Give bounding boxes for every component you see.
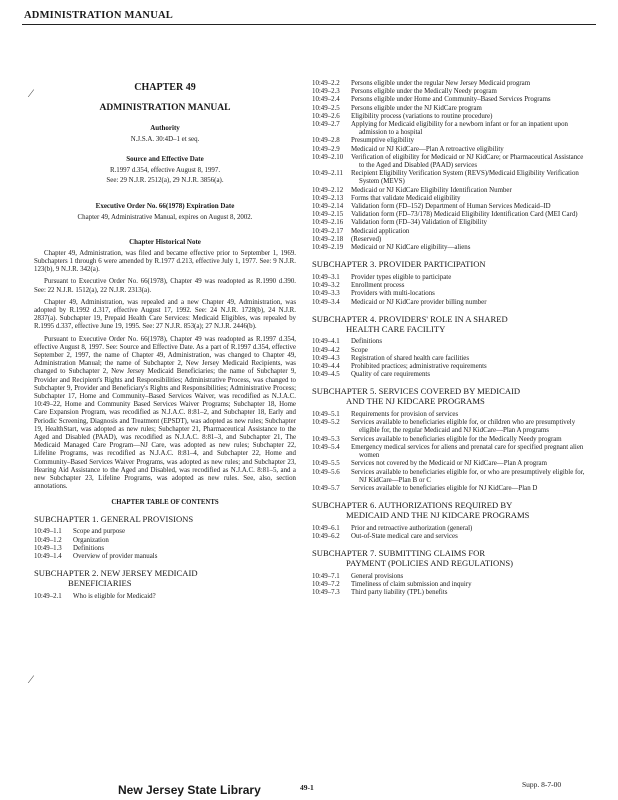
section-title: Prohibited practices; administrative requirements bbox=[351, 363, 487, 371]
section-title: Emergency medical services for aliens and prenatal care for specified pregnant alien women bbox=[351, 443, 584, 460]
section-number: 10:49–1.2 bbox=[34, 536, 62, 544]
toc-entry bbox=[312, 460, 590, 468]
section-number: 10:49–5.1 bbox=[312, 411, 340, 419]
section-title: Services available to beneficiaries eligible for, or who are presumptively eligible for, NJ KidCare—Plan B or C bbox=[351, 468, 585, 484]
section-title: Services not covered by the Medicaid or NJ KidCare—Plan A program bbox=[351, 460, 547, 468]
subchapter-1-heading: SUBCHAPTER 1. GENERAL PROVISIONS bbox=[34, 513, 194, 524]
toc-entry bbox=[312, 485, 590, 493]
toc-entry bbox=[312, 121, 590, 137]
section-title: Medicaid or NJ KidCare provider billing number bbox=[351, 298, 487, 306]
toc-entry bbox=[312, 581, 590, 589]
section-title: Services available to beneficiaries eligible for the Medically Needy program bbox=[351, 435, 562, 443]
subchapter-6-heading bbox=[312, 501, 590, 521]
toc-entry bbox=[312, 347, 590, 355]
section-number: 10:49–2.16 bbox=[312, 219, 344, 227]
subchapter-4-line-1: SUBCHAPTER 4. PROVIDERS' ROLE IN A SHARED bbox=[312, 313, 508, 324]
toc-entry bbox=[312, 80, 590, 88]
section-number: 10:49–5.3 bbox=[312, 435, 340, 443]
toc-entry bbox=[312, 137, 590, 145]
toc-entry bbox=[312, 355, 590, 363]
section-number: 10:49–5.4 bbox=[312, 443, 340, 451]
subchapter-4-line-2: HEALTH CARE FACILITY bbox=[346, 323, 446, 334]
toc-entry bbox=[34, 545, 296, 553]
section-title: Requirements for provision of services bbox=[351, 411, 459, 419]
section-title: Eligibility process (variations to routine procedure) bbox=[351, 112, 493, 120]
toc-entry bbox=[312, 290, 590, 298]
section-number: 10:49–1.1 bbox=[34, 528, 62, 536]
section-number: 10:49–2.5 bbox=[312, 104, 340, 112]
subchapter-7-line-1: SUBCHAPTER 7. SUBMITTING CLAIMS FOR bbox=[312, 548, 486, 559]
section-title: Definitions bbox=[351, 338, 383, 346]
section-number: 10:49–2.1 bbox=[34, 592, 62, 600]
section-title: (Reserved) bbox=[351, 235, 382, 243]
eo-text: Chapter 49, Administrative Manual, expires on August 8, 2002. bbox=[77, 213, 253, 221]
section-number: 10:49–4.2 bbox=[312, 346, 340, 354]
section-number: 10:49–4.1 bbox=[312, 338, 340, 346]
section-number: 10:49–7.1 bbox=[312, 572, 340, 580]
subchapter-3-list bbox=[312, 274, 590, 307]
section-title: Who is eligible for Medicaid? bbox=[73, 592, 156, 600]
source-heading: Source and Effective Date bbox=[126, 155, 204, 164]
toc-entry bbox=[312, 436, 590, 444]
section-number: 10:49–5.7 bbox=[312, 484, 340, 492]
subchapter-5-line-1: SUBCHAPTER 5. SERVICES COVERED BY MEDICAID bbox=[312, 386, 521, 397]
section-number: 10:49–2.18 bbox=[312, 235, 344, 243]
section-title: Validation form (FD–152) Department of Human Services Medicaid–ID bbox=[351, 203, 551, 211]
toc-entry bbox=[312, 411, 590, 419]
section-title: Quality of care requirements bbox=[351, 371, 431, 379]
section-number: 10:49–2.13 bbox=[312, 194, 344, 202]
toc-entry bbox=[312, 203, 590, 211]
section-number: 10:49–2.11 bbox=[312, 170, 343, 178]
section-number: 10:49–2.7 bbox=[312, 121, 340, 129]
section-title: Registration of shared health care facilities bbox=[351, 354, 470, 362]
right-column bbox=[312, 80, 590, 597]
toc-entry bbox=[312, 419, 590, 435]
section-title: Definitions bbox=[73, 544, 105, 552]
page-number: 49-1 bbox=[300, 783, 314, 792]
section-title: General provisions bbox=[351, 572, 404, 580]
toc-entry bbox=[312, 469, 590, 485]
section-title: Organization bbox=[73, 536, 109, 544]
toc-entry bbox=[312, 244, 590, 252]
section-title: Recipient Eligibility Verification System (REVS)/Medicaid Eligibility Verification System (MEVS) bbox=[351, 170, 579, 186]
section-number: 10:49–2.17 bbox=[312, 227, 344, 235]
section-number: 10:49–5.5 bbox=[312, 460, 340, 468]
toc-entry bbox=[312, 187, 590, 195]
subchapter-6-line-2: MEDICAID AND THE NJ KIDCARE PROGRAMS bbox=[346, 509, 530, 520]
section-number: 10:49–2.9 bbox=[312, 145, 340, 153]
section-number: 10:49–4.4 bbox=[312, 363, 340, 371]
toc-entry bbox=[312, 363, 590, 371]
toc-entry bbox=[312, 533, 590, 541]
section-number: 10:49–1.3 bbox=[34, 544, 62, 552]
subchapter-5-heading bbox=[312, 387, 590, 407]
section-title: Medicaid application bbox=[351, 227, 410, 235]
section-number: 10:49–2.14 bbox=[312, 203, 344, 211]
toc-entry bbox=[312, 211, 590, 219]
toc-entry bbox=[34, 553, 296, 561]
section-title: Services available to beneficiaries eligible for, or children who are presumptively eligible for, the regular Medicaid and NJ KidCare—Plan A programs bbox=[351, 419, 576, 435]
toc-heading: CHAPTER TABLE OF CONTENTS bbox=[111, 498, 219, 506]
subchapter-5-list bbox=[312, 411, 590, 493]
authority-text: N.J.S.A. 30:4D–1 et seq. bbox=[130, 136, 200, 143]
margin-mark-bottom: ⁄ bbox=[30, 672, 33, 686]
subchapter-3-heading: SUBCHAPTER 3. PROVIDER PARTICIPATION bbox=[312, 259, 486, 270]
eo-heading: Executive Order No. 66(1978) Expiration Date bbox=[95, 201, 235, 210]
source-line-2: See: 29 N.J.R. 2512(a), 29 N.J.R. 3856(a). bbox=[106, 177, 224, 185]
section-number: 10:49–5.6 bbox=[312, 468, 340, 476]
section-number: 10:49–2.19 bbox=[312, 244, 344, 252]
toc-entry bbox=[312, 236, 590, 244]
section-number: 10:49–5.2 bbox=[312, 419, 340, 427]
section-number: 10:49–3.1 bbox=[312, 274, 340, 282]
toc-entry bbox=[312, 105, 590, 113]
section-title: Medicaid or NJ KidCare—Plan A retroactive eligibility bbox=[351, 145, 504, 153]
subchapter-2-line-1: SUBCHAPTER 2. NEW JERSEY MEDICAID bbox=[34, 568, 198, 579]
section-number: 10:49–2.6 bbox=[312, 112, 340, 120]
section-number: 10:49–2.3 bbox=[312, 88, 340, 96]
section-number: 10:49–6.2 bbox=[312, 532, 340, 540]
subchapter-2-list bbox=[312, 80, 590, 252]
toc-entry bbox=[312, 282, 590, 290]
section-title: Scope bbox=[351, 346, 368, 354]
header-rule bbox=[22, 24, 596, 25]
library-stamp: New Jersey State Library bbox=[118, 783, 261, 797]
toc-entry bbox=[34, 528, 296, 536]
section-title: Forms that validate Medicaid eligibility bbox=[351, 194, 461, 202]
toc-entry bbox=[312, 338, 590, 346]
section-number: 10:49–2.12 bbox=[312, 186, 344, 194]
toc-entry bbox=[312, 219, 590, 227]
subchapter-2-line-2: BENEFICIARIES bbox=[68, 577, 132, 588]
toc-entry bbox=[312, 371, 590, 379]
toc-entry bbox=[312, 88, 590, 96]
toc-entry bbox=[312, 299, 590, 307]
history-paragraph: Pursuant to Executive Order No. 66(1978), Chapter 49 was readopted as R.1997 d.354, effective August 8, 1997. See: Source and Effective Date. As a part of R.1997 d.354, effective September 2, 1997, the name of Chapter 49, Administration, was changed to Chapter 49, Administration Manual; the name of Subchapter 2, New Jersey Medicaid Recipients, was changed to Subchapter 2, New Jersey Medicaid Beneficiaries; the name of Subchapter 9, Provider and Recipient's Rights and Responsibilities; Administrative Process, was changed to Subchapter 9, Provider and Beneficiary's Rights and Responsibilities; Administrative Process; Subchapter 17, Home and Community–Based Services Waiver, was recodified as N.J.A.C. 10:49–22, Home and Community Based Services Waiver Programs; Subchapter 18, Home Care Expansion Program, was recodified as N.J.A.C. 8:81–2, and Subchapter 18, Early and Periodic Screening, Diagnosis and Treatment (EPSDT), was adopted as new rules; Subchapter 19, HealthStart, was adopted as new rules; Subchapter 21, Pharmaceutical Assistance to the Aged and Disabled (PAAD), was recodified as N.J.A.C. 8:81–3, and Subchapter 21, The Medicaid Managed Care Program—NJ Care, was adopted as new rules; Subchapter 22, Lifeline Programs, was recodified as N.J.A.C. 8:81–4, and Subchapter 22, Home and Community–Based Services Waiver Programs, was adopted as new rules; and Subchapter 23, Hearing Aid Assistance to the Aged and Disabled, was recodified as N.J.A.C. 8:81–5, and a new Subchapter 23, Lifeline Programs, was adopted as new rules. See, also, section annotations. bbox=[34, 335, 296, 491]
subchapter-6-list bbox=[312, 525, 590, 541]
section-title: Persons eligible under the regular New Jersey Medicaid program bbox=[351, 80, 531, 87]
history-paragraph: Chapter 49, Administration, was filed and became effective prior to September 1, 1969. Subchapters 1 through 6 were amended by R.1977 d.213, effective July 1, 1977. See: 9 N.J.R. 123(b), 9 N.J.R. 342(a). bbox=[34, 249, 296, 274]
toc-entry bbox=[312, 195, 590, 203]
toc-entry bbox=[312, 573, 590, 581]
section-number: 10:49–2.8 bbox=[312, 137, 340, 145]
running-header: ADMINISTRATION MANUAL bbox=[24, 10, 173, 21]
section-title: Persons eligible under the NJ KidCare program bbox=[351, 104, 482, 112]
section-number: 10:49–2.2 bbox=[312, 80, 340, 87]
section-number: 10:49–3.2 bbox=[312, 282, 340, 290]
section-title: Providers with multi-locations bbox=[351, 290, 435, 298]
toc-entry bbox=[312, 525, 590, 533]
section-title: Timeliness of claim submission and inquiry bbox=[351, 580, 472, 588]
section-title: Validation form (FD–34) Validation of Eligibility bbox=[351, 219, 487, 227]
authority-heading: Authority bbox=[150, 124, 180, 132]
subchapter-7-heading bbox=[312, 549, 590, 569]
history-paragraph: Pursuant to Executive Order No. 66(1978), Chapter 49 was readopted as R.1990 d.390. See: 22 N.J.R. 1512(a), 22 N.J.R. 2313(a). bbox=[34, 278, 296, 294]
toc-entry bbox=[312, 113, 590, 121]
section-number: 10:49–2.10 bbox=[312, 153, 344, 161]
toc-entry bbox=[312, 146, 590, 154]
section-number: 10:49–3.3 bbox=[312, 290, 340, 298]
subchapter-7-list bbox=[312, 573, 590, 598]
subchapter-4-list bbox=[312, 338, 590, 379]
section-number: 10:49–4.3 bbox=[312, 354, 340, 362]
toc-entry bbox=[34, 537, 296, 545]
section-number: 10:49–7.2 bbox=[312, 580, 340, 588]
toc-entry bbox=[312, 274, 590, 282]
subchapter-4-heading bbox=[312, 315, 590, 335]
subchapter-7-line-2: PAYMENT (POLICIES AND REGULATIONS) bbox=[346, 557, 514, 568]
section-number: 10:49–4.5 bbox=[312, 371, 340, 379]
margin-mark-top: ⁄ bbox=[30, 86, 33, 100]
subchapter-1-list bbox=[34, 528, 296, 561]
section-title: Applying for Medicaid eligibility for a newborn infant or for an inpatient upon admission to a hospital bbox=[351, 121, 569, 137]
section-title: Persons eligible under the Medically Needy program bbox=[351, 88, 497, 96]
history-paragraph: Chapter 49, Administration, was repealed and a new Chapter 49, Administration, was adopted by R.1992 d.317, effective August 17, 1992. See: 24 N.J.R. 1728(b), 24 N.J.R. 2837(a). Subchapter 19, Prepaid Health Care Services: Medicaid Eligibles, was repealed by R.1995 d.337, effective June 19, 1995. See: 27 N.J.R. 853(a); 27 N.J.R. 2446(b). bbox=[34, 298, 296, 331]
subchapter-5-line-2: AND THE NJ KIDCARE PROGRAMS bbox=[346, 396, 485, 407]
toc-entry bbox=[34, 593, 296, 601]
section-title: Provider types eligible to participate bbox=[351, 274, 452, 282]
section-title: Enrollment process bbox=[351, 282, 405, 290]
section-number: 10:49–3.4 bbox=[312, 298, 340, 306]
section-title: Persons eligible under Home and Community–Based Services Programs bbox=[351, 96, 551, 104]
toc-entry bbox=[312, 96, 590, 104]
chapter-title: ADMINISTRATION MANUAL bbox=[99, 103, 231, 113]
section-title: Out-of-State medical care and services bbox=[351, 532, 458, 540]
supplement-date: Supp. 8-7-00 bbox=[522, 780, 562, 789]
history-heading: Chapter Historical Note bbox=[129, 237, 201, 246]
section-title: Verification of eligibility for Medicaid or NJ KidCare; or Pharmaceutical Assistance to the Aged and Disabled (PAAD) services bbox=[351, 153, 584, 170]
section-title: Presumptive eligibility bbox=[351, 137, 414, 145]
toc-entry bbox=[312, 228, 590, 236]
toc-entry bbox=[312, 589, 590, 597]
section-number: 10:49–7.3 bbox=[312, 589, 340, 597]
toc-entry bbox=[312, 170, 590, 186]
section-number: 10:49–2.15 bbox=[312, 211, 344, 219]
section-title: Medicaid or NJ KidCare Eligibility Identification Number bbox=[351, 186, 512, 194]
left-column bbox=[34, 82, 296, 601]
toc-entry bbox=[312, 444, 590, 460]
subchapter-2-heading bbox=[34, 569, 296, 589]
section-title: Services available to beneficiaries eligible for NJ KidCare—Plan D bbox=[351, 484, 538, 492]
section-title: Overview of provider manuals bbox=[73, 552, 158, 560]
chapter-number: CHAPTER 49 bbox=[134, 82, 196, 93]
section-number: 10:49–6.1 bbox=[312, 524, 340, 532]
section-number: 10:49–1.4 bbox=[34, 552, 62, 560]
section-title: Validation form (FD–73/178) Medicaid Eligibility Identification Card (MEI Card) bbox=[351, 211, 578, 219]
section-title: Medicaid or NJ KidCare eligibility—aliens bbox=[351, 244, 471, 252]
section-title: Scope and purpose bbox=[73, 528, 126, 536]
section-title: Third party liability (TPL) benefits bbox=[351, 589, 448, 597]
subchapter-6-line-1: SUBCHAPTER 6. AUTHORIZATIONS REQUIRED BY bbox=[312, 500, 513, 511]
toc-entry bbox=[312, 154, 590, 170]
source-line-1: R.1997 d.354, effective August 8, 1997. bbox=[109, 167, 221, 175]
section-number: 10:49–2.4 bbox=[312, 96, 340, 104]
section-title: Prior and retroactive authorization (general) bbox=[351, 524, 473, 532]
